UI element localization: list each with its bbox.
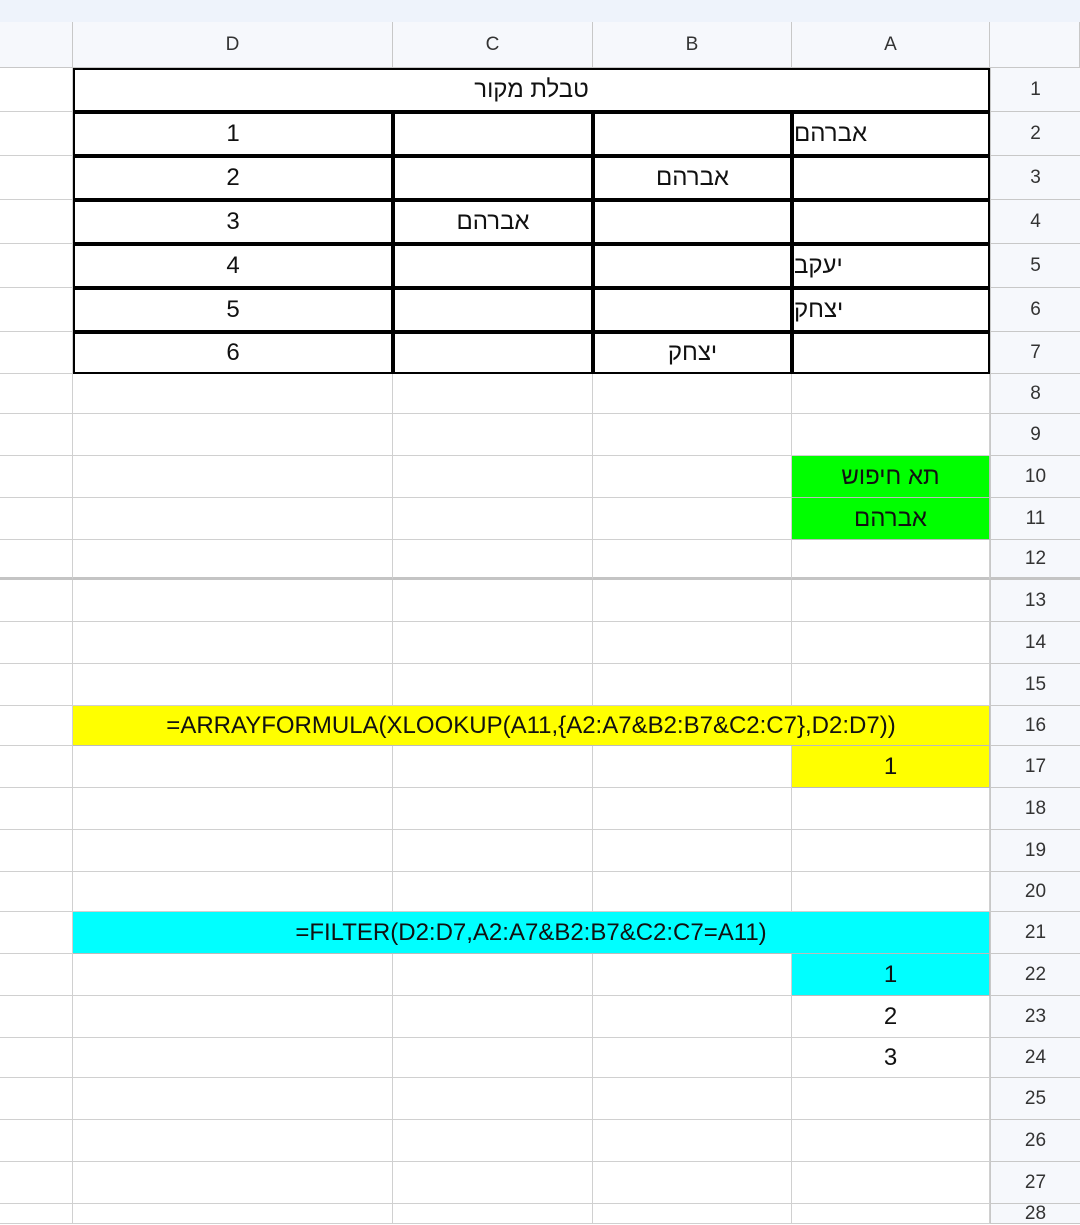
cell-C7[interactable]: [393, 332, 593, 374]
cell-D24[interactable]: [73, 1038, 393, 1078]
row-header-14[interactable]: 14: [990, 622, 1080, 664]
row-header-23[interactable]: 23: [990, 996, 1080, 1038]
row-header-16[interactable]: 16: [990, 706, 1080, 746]
cell-A10[interactable]: תא חיפוש: [792, 456, 990, 498]
row-header-26[interactable]: 26: [990, 1120, 1080, 1162]
row-header-20[interactable]: 20: [990, 872, 1080, 912]
row-header-19[interactable]: 19: [990, 830, 1080, 872]
row-header-8[interactable]: 8: [990, 374, 1080, 414]
column-header-C[interactable]: C: [393, 22, 593, 68]
cell-B6[interactable]: [593, 288, 792, 332]
row-header-22[interactable]: 22: [990, 954, 1080, 996]
cell-blank[interactable]: [0, 540, 73, 580]
row-header-15[interactable]: 15: [990, 664, 1080, 706]
cell-D2[interactable]: 1: [73, 112, 393, 156]
cell-C20[interactable]: [393, 872, 593, 912]
cell-C19[interactable]: [393, 830, 593, 872]
cell-D8[interactable]: [73, 374, 393, 414]
cell-D7[interactable]: 6: [73, 332, 393, 374]
cell-blank[interactable]: [0, 954, 73, 996]
row-header-27[interactable]: 27: [990, 1162, 1080, 1204]
cell-B12[interactable]: [593, 540, 792, 580]
cell-C27[interactable]: [393, 1162, 593, 1204]
cell-C6[interactable]: [393, 288, 593, 332]
cell-C12[interactable]: [393, 540, 593, 580]
cell-B20[interactable]: [593, 872, 792, 912]
cell-D5[interactable]: 4: [73, 244, 393, 288]
cell-A16-merged[interactable]: =ARRAYFORMULA(XLOOKUP(A11,{A2:A7&B2:B7&C2:C7},D2:D7)): [73, 706, 990, 746]
cell-B26[interactable]: [593, 1120, 792, 1162]
cell-D19[interactable]: [73, 830, 393, 872]
cell-C2[interactable]: [393, 112, 593, 156]
cell-C24[interactable]: [393, 1038, 593, 1078]
cell-A19[interactable]: [792, 830, 990, 872]
cell-A24[interactable]: 3: [792, 1038, 990, 1078]
row-header-11[interactable]: 11: [990, 498, 1080, 540]
cell-A26[interactable]: [792, 1120, 990, 1162]
cell-blank[interactable]: [0, 156, 73, 200]
cell-blank[interactable]: [0, 1204, 73, 1224]
cell-D23[interactable]: [73, 996, 393, 1038]
cell-B10[interactable]: [593, 456, 792, 498]
cell-C11[interactable]: [393, 498, 593, 540]
row-header-7[interactable]: 7: [990, 332, 1080, 374]
row-header-24[interactable]: 24: [990, 1038, 1080, 1078]
toolbar-band: [0, 0, 1080, 22]
cell-B11[interactable]: [593, 498, 792, 540]
cell-D18[interactable]: [73, 788, 393, 830]
row-header-21[interactable]: 21: [990, 912, 1080, 954]
row-header-1[interactable]: 1: [990, 68, 1080, 112]
cell-A1-merged[interactable]: טבלת מקור: [73, 68, 990, 112]
cell-blank[interactable]: [0, 912, 73, 954]
cell-D14[interactable]: [73, 622, 393, 664]
cell-C28[interactable]: [393, 1204, 593, 1224]
cell-B24[interactable]: [593, 1038, 792, 1078]
cell-A4[interactable]: [792, 200, 990, 244]
cell-C15[interactable]: [393, 664, 593, 706]
cell-blank[interactable]: [0, 332, 73, 374]
cell-C25[interactable]: [393, 1078, 593, 1120]
cell-C8[interactable]: [393, 374, 593, 414]
cell-A27[interactable]: [792, 1162, 990, 1204]
cell-blank[interactable]: [0, 68, 73, 112]
cell-blank[interactable]: [0, 498, 73, 540]
cell-A3[interactable]: [792, 156, 990, 200]
cell-blank[interactable]: [0, 456, 73, 498]
cell-A17[interactable]: 1: [792, 746, 990, 788]
cell-C22[interactable]: [393, 954, 593, 996]
cell-A21-merged[interactable]: =FILTER(D2:D7,A2:A7&B2:B7&C2:C7=A11): [73, 912, 990, 954]
corner-blank: [0, 22, 73, 68]
row-header-25[interactable]: 25: [990, 1078, 1080, 1120]
row-header-9[interactable]: 9: [990, 414, 1080, 456]
row-header-13[interactable]: 13: [990, 580, 1080, 622]
cell-C9[interactable]: [393, 414, 593, 456]
cell-A5[interactable]: יעקב: [792, 244, 990, 288]
cell-A22[interactable]: 1: [792, 954, 990, 996]
cell-A23[interactable]: 2: [792, 996, 990, 1038]
cell-D28[interactable]: [73, 1204, 393, 1224]
cell-D3[interactable]: 2: [73, 156, 393, 200]
cell-B3[interactable]: אברהם: [593, 156, 792, 200]
cell-A12[interactable]: [792, 540, 990, 580]
cell-A14[interactable]: [792, 622, 990, 664]
cell-blank[interactable]: [0, 1162, 73, 1204]
row-header-4[interactable]: 4: [990, 200, 1080, 244]
cell-A18[interactable]: [792, 788, 990, 830]
cell-B4[interactable]: [593, 200, 792, 244]
cell-A20[interactable]: [792, 872, 990, 912]
cell-blank[interactable]: [0, 664, 73, 706]
cell-B2[interactable]: [593, 112, 792, 156]
cell-B23[interactable]: [593, 996, 792, 1038]
cell-A25[interactable]: [792, 1078, 990, 1120]
cell-B14[interactable]: [593, 622, 792, 664]
cell-C3[interactable]: [393, 156, 593, 200]
cell-D9[interactable]: [73, 414, 393, 456]
cell-A13[interactable]: [792, 580, 990, 622]
cell-C26[interactable]: [393, 1120, 593, 1162]
cell-A15[interactable]: [792, 664, 990, 706]
cell-B15[interactable]: [593, 664, 792, 706]
cell-A28[interactable]: [792, 1204, 990, 1224]
cell-blank[interactable]: [0, 788, 73, 830]
cell-D17[interactable]: [73, 746, 393, 788]
cell-blank[interactable]: [0, 1120, 73, 1162]
cell-B9[interactable]: [593, 414, 792, 456]
cell-B28[interactable]: [593, 1204, 792, 1224]
select-all-corner[interactable]: [990, 22, 1080, 68]
column-header-A[interactable]: A: [792, 22, 990, 68]
cell-blank[interactable]: [0, 112, 73, 156]
cell-B5[interactable]: [593, 244, 792, 288]
cell-B18[interactable]: [593, 788, 792, 830]
spreadsheet-grid[interactable]: [0, 22, 1080, 1224]
row-header-28[interactable]: 28: [990, 1204, 1080, 1224]
cell-B27[interactable]: [593, 1162, 792, 1204]
cell-C17[interactable]: [393, 746, 593, 788]
column-header-B[interactable]: B: [593, 22, 792, 68]
column-header-D[interactable]: D: [73, 22, 393, 68]
cell-B17[interactable]: [593, 746, 792, 788]
cell-A2[interactable]: אברהם: [792, 112, 990, 156]
cell-C13[interactable]: [393, 580, 593, 622]
cell-C5[interactable]: [393, 244, 593, 288]
row-header-5[interactable]: 5: [990, 244, 1080, 288]
cell-B8[interactable]: [593, 374, 792, 414]
cell-B22[interactable]: [593, 954, 792, 996]
cell-blank[interactable]: [0, 706, 73, 746]
cell-A8[interactable]: [792, 374, 990, 414]
cell-C14[interactable]: [393, 622, 593, 664]
cell-D22[interactable]: [73, 954, 393, 996]
cell-blank[interactable]: [0, 830, 73, 872]
cell-C23[interactable]: [393, 996, 593, 1038]
cell-A9[interactable]: [792, 414, 990, 456]
cell-B7[interactable]: יצחק: [593, 332, 792, 374]
cell-blank[interactable]: [0, 996, 73, 1038]
cell-D11[interactable]: [73, 498, 393, 540]
cell-A7[interactable]: [792, 332, 990, 374]
cell-blank[interactable]: [0, 1078, 73, 1120]
row-header-10[interactable]: 10: [990, 456, 1080, 498]
cell-D20[interactable]: [73, 872, 393, 912]
row-header-12[interactable]: 12: [990, 540, 1080, 580]
cell-blank[interactable]: [0, 414, 73, 456]
cell-D27[interactable]: [73, 1162, 393, 1204]
cell-blank[interactable]: [0, 244, 73, 288]
cell-blank[interactable]: [0, 288, 73, 332]
cell-blank[interactable]: [0, 872, 73, 912]
cell-blank[interactable]: [0, 580, 73, 622]
row-header-6[interactable]: 6: [990, 288, 1080, 332]
cell-A6[interactable]: יצחק: [792, 288, 990, 332]
cell-D26[interactable]: [73, 1120, 393, 1162]
cell-A11[interactable]: אברהם: [792, 498, 990, 540]
row-header-18[interactable]: 18: [990, 788, 1080, 830]
row-header-17[interactable]: 17: [990, 746, 1080, 788]
cell-blank[interactable]: [0, 622, 73, 664]
cell-D4[interactable]: 3: [73, 200, 393, 244]
cell-C18[interactable]: [393, 788, 593, 830]
row-header-3[interactable]: 3: [990, 156, 1080, 200]
cell-blank[interactable]: [0, 1038, 73, 1078]
cell-D15[interactable]: [73, 664, 393, 706]
cell-blank[interactable]: [0, 374, 73, 414]
cell-blank[interactable]: [0, 746, 73, 788]
cell-C4[interactable]: אברהם: [393, 200, 593, 244]
cell-D10[interactable]: [73, 456, 393, 498]
cell-B13[interactable]: [593, 580, 792, 622]
cell-B25[interactable]: [593, 1078, 792, 1120]
cell-D6[interactable]: 5: [73, 288, 393, 332]
cell-C10[interactable]: [393, 456, 593, 498]
cell-D13[interactable]: [73, 580, 393, 622]
cell-D12[interactable]: [73, 540, 393, 580]
cell-blank[interactable]: [0, 200, 73, 244]
cell-D25[interactable]: [73, 1078, 393, 1120]
row-header-2[interactable]: 2: [990, 112, 1080, 156]
cell-B19[interactable]: [593, 830, 792, 872]
